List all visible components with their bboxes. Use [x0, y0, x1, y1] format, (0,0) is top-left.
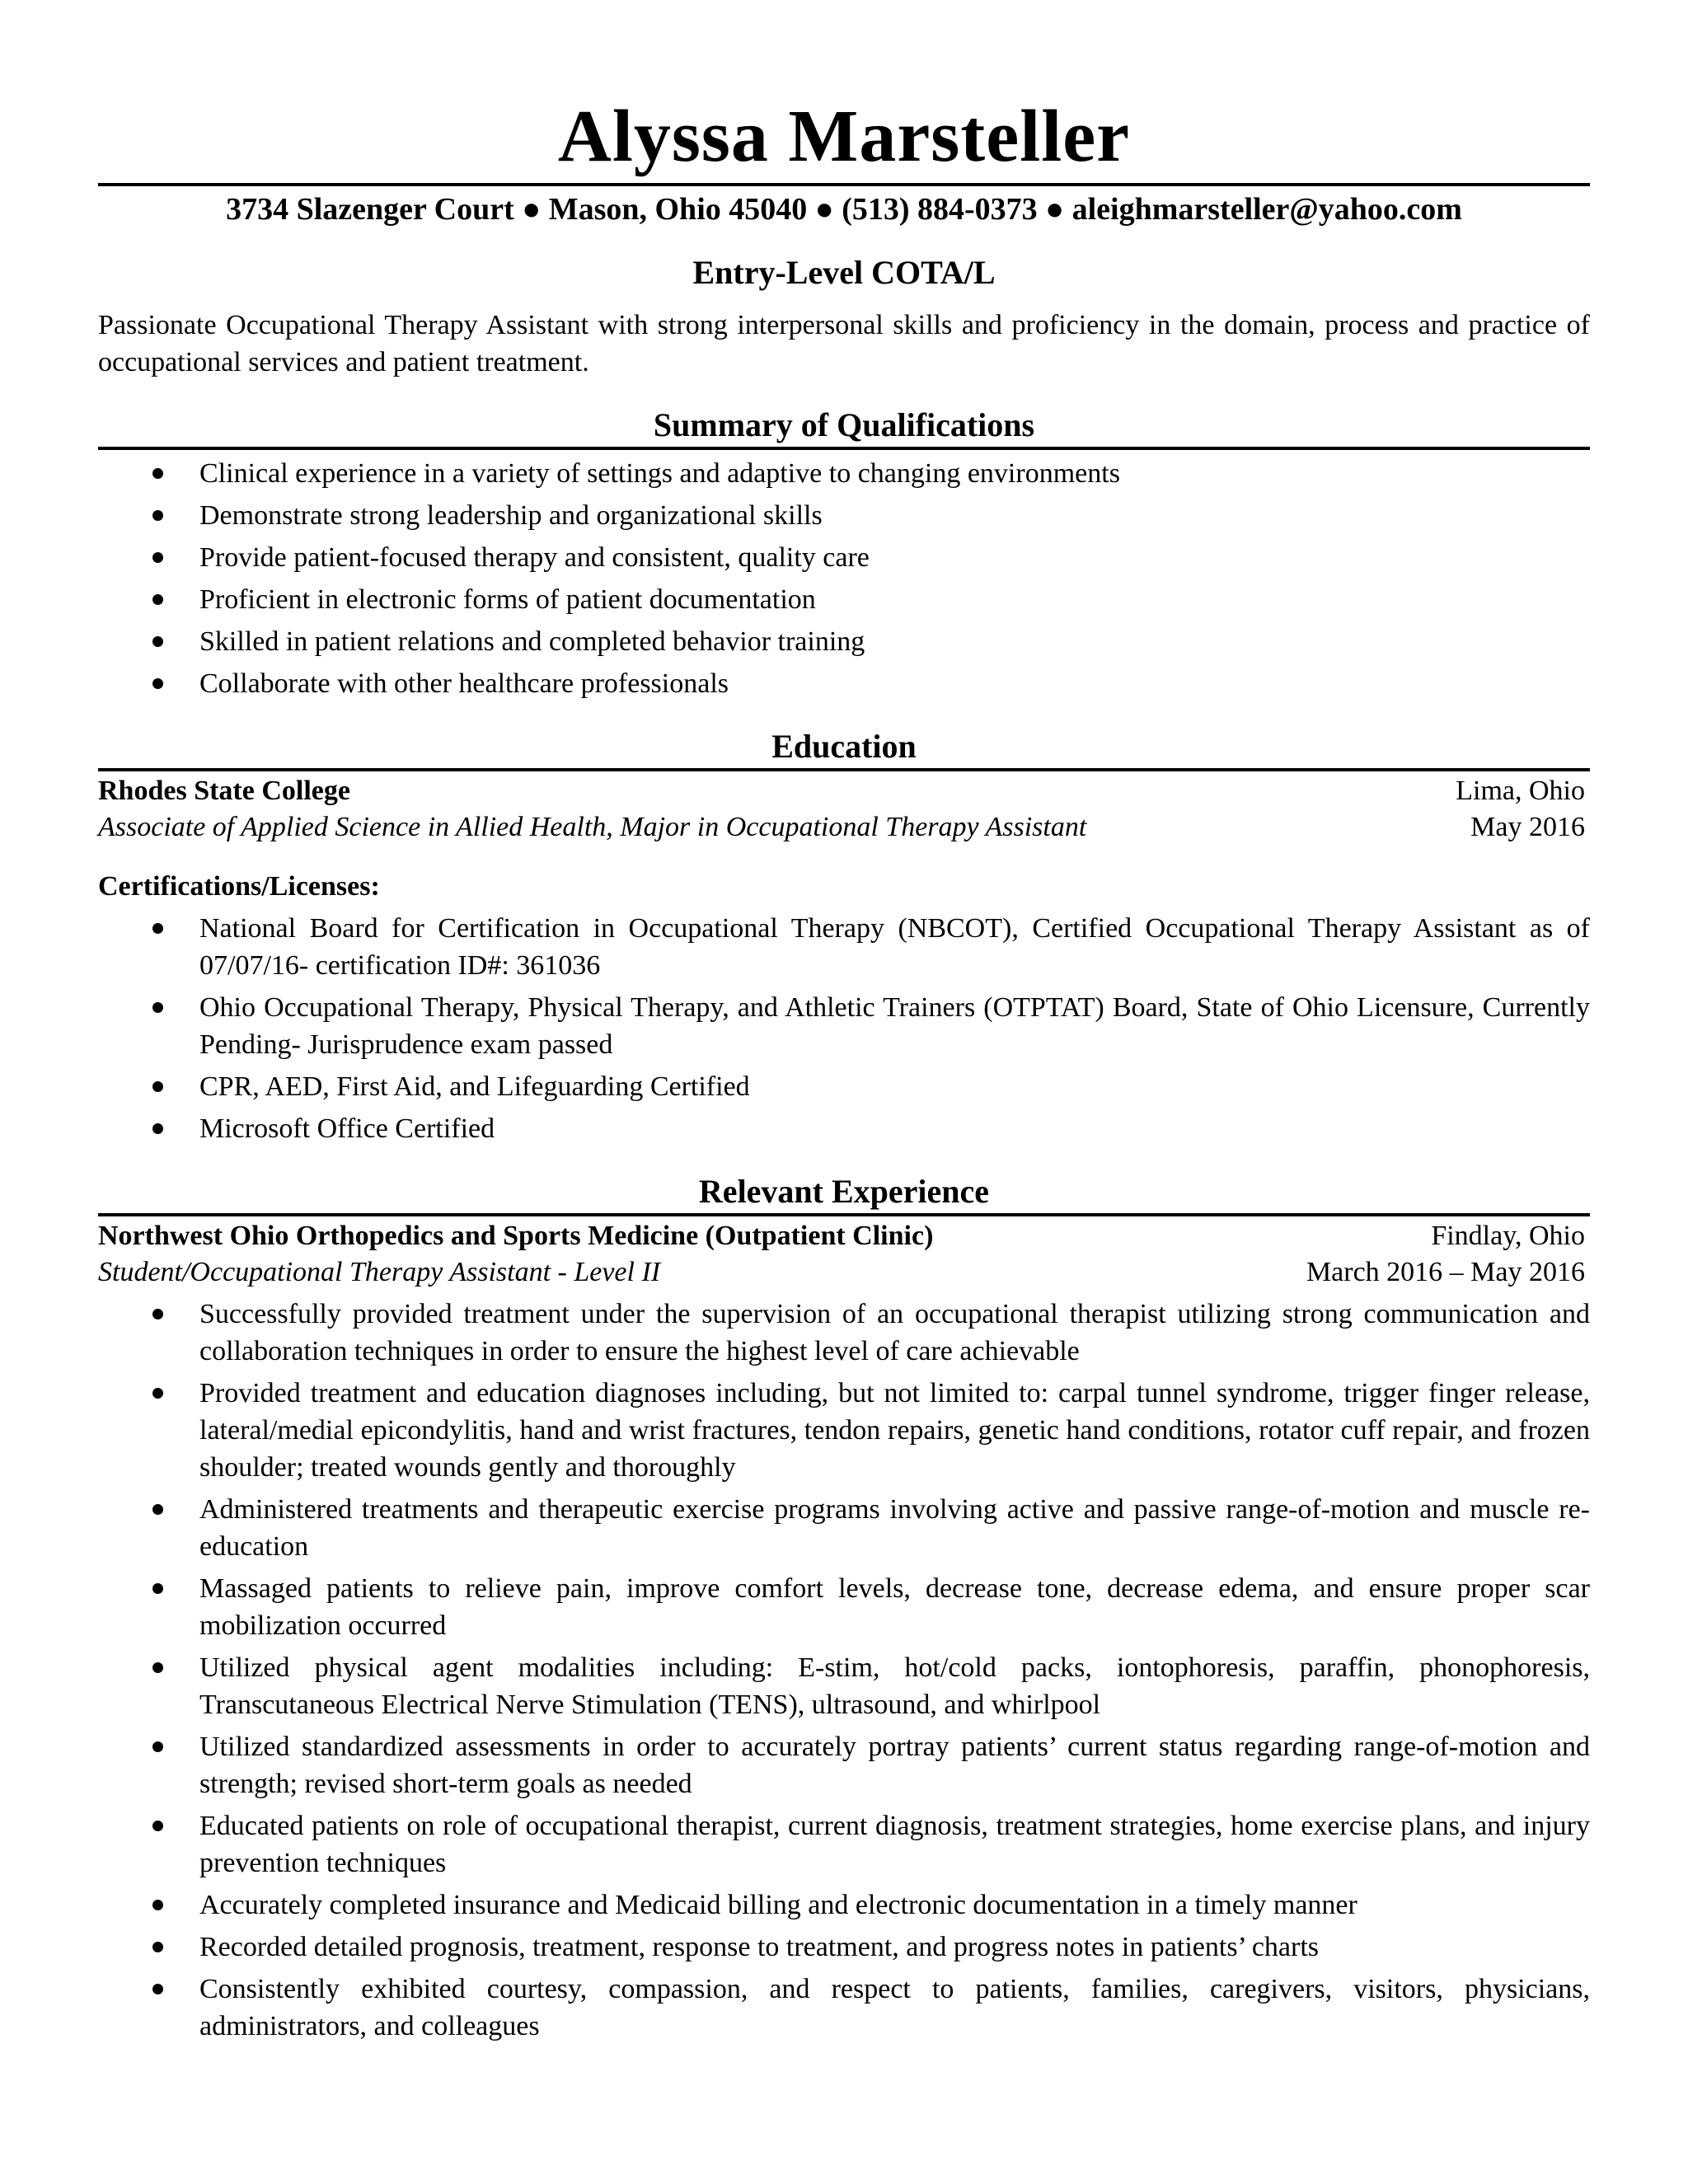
education-rule: [98, 768, 1590, 771]
experience-employer-row: [98, 1218, 1590, 1254]
bullet-icon: [152, 1002, 163, 1013]
bullet-icon: [152, 552, 163, 563]
bullet-icon: [152, 594, 163, 605]
list-item: Administered treatments and therapeutic exercise programs involving active and passive range-of-motion and muscle re-education: [98, 1491, 1590, 1565]
bullet-icon: [152, 1741, 163, 1752]
education-heading: Education: [771, 728, 917, 765]
list-item: Ohio Occupational Therapy, Physical Therapy, and Athletic Trainers (OTPTAT) Board, State of Ohio Licensure, Currently Pending- Jurisprudence exam passed: [98, 989, 1590, 1063]
list-item: Collaborate with other healthcare professionals: [98, 665, 1590, 702]
education-degree-row: [98, 809, 1590, 846]
bullet-icon: [152, 510, 163, 521]
list-item: Massaged patients to relieve pain, improve comfort levels, decrease tone, decrease edema, and ensure proper scar mobilization occurred: [98, 1570, 1590, 1644]
bullet-icon: [152, 1984, 163, 1994]
list-item: Consistently exhibited courtesy, compassion, and respect to patients, families, caregivers, visitors, physicians, administrators, and colleagues: [98, 1971, 1590, 2045]
list-item: Utilized standardized assessments in order to accurately portray patients’ current status regarding range-of-motion and strength; revised short-term goals as needed: [98, 1728, 1590, 1802]
experience-rule: [98, 1213, 1590, 1216]
contact-line: 3734 Slazenger Court ● Mason, Ohio 45040 ● (513) 884-0373 ● aleighmarsteller@yahoo.com: [226, 192, 1462, 227]
certifications-list: [98, 910, 1590, 1147]
bullet-icon: [152, 636, 163, 647]
header-rule: [98, 183, 1590, 186]
objective-title: Entry-Level COTA/L: [692, 254, 996, 291]
education-school-row: [98, 773, 1590, 809]
list-item: Clinical experience in a variety of settings and adaptive to changing environments: [98, 455, 1590, 492]
qualifications-rule: [98, 447, 1590, 450]
bullet-icon: [152, 1309, 163, 1319]
experience-list: [98, 1296, 1590, 2045]
list-item: Skilled in patient relations and completed behavior training: [98, 623, 1590, 660]
school-name: Rhodes State College: [98, 776, 350, 806]
bullet-icon: [152, 923, 163, 934]
list-item: National Board for Certification in Occupational Therapy (NBCOT), Certified Occupational Therapy Assistant as of 07/07/16- certification ID#: 361036: [98, 910, 1590, 984]
role-dates: March 2016 – May 2016: [1306, 1257, 1585, 1287]
experience-role-row: [98, 1254, 1590, 1291]
qualifications-list: [98, 455, 1590, 702]
list-item: Microsoft Office Certified: [98, 1110, 1590, 1147]
bullet-icon: [152, 468, 163, 479]
list-item: Provided treatment and education diagnoses including, but not limited to: carpal tunnel syndrome, trigger finger release, lateral/medial epicondylitis, hand and wrist fractures, tendon repairs, genetic hand conditions, rotator cuff repair, and frozen shoulder; treated wounds gently and thoroughly: [98, 1375, 1590, 1486]
bullet-icon: [152, 1900, 163, 1910]
qualifications-heading: Summary of Qualifications: [653, 406, 1035, 443]
degree-name: Associate of Applied Science in Allied Health, Major in Occupational Therapy Assistant: [98, 812, 1087, 842]
list-item: Provide patient-focused therapy and consistent, quality care: [98, 539, 1590, 576]
professional-summary: Passionate Occupational Therapy Assistant with strong interpersonal skills and proficiency in the domain, process and practice of occupational services and patient treatment.: [98, 310, 1590, 377]
list-item: Educated patients on role of occupational therapist, current diagnosis, treatment strategies, home exercise plans, and injury prevention techniques: [98, 1807, 1590, 1882]
candidate-name: Alyssa Marsteller: [557, 96, 1131, 177]
employer-name: Northwest Ohio Orthopedics and Sports Medicine (Outpatient Clinic): [98, 1221, 934, 1251]
list-item: CPR, AED, First Aid, and Lifeguarding Certified: [98, 1068, 1590, 1105]
bullet-icon: [152, 1504, 163, 1515]
role-title: Student/Occupational Therapy Assistant - Level II: [98, 1257, 661, 1287]
list-item: Accurately completed insurance and Medicaid billing and electronic documentation in a timely manner: [98, 1886, 1590, 1924]
bullet-icon: [152, 1123, 163, 1134]
certifications-heading: Certifications/Licenses:: [98, 871, 380, 902]
bullet-icon: [152, 678, 163, 689]
bullet-icon: [152, 1583, 163, 1594]
list-item: Utilized physical agent modalities including: E-stim, hot/cold packs, iontophoresis, paraffin, phonophoresis, Transcutaneous Electrical Nerve Stimulation (TENS), ultrasound, and whirlpool: [98, 1649, 1590, 1723]
bullet-icon: [152, 1388, 163, 1399]
experience-heading: Relevant Experience: [698, 1173, 990, 1210]
degree-date: May 2016: [1470, 812, 1585, 842]
bullet-icon: [152, 1942, 163, 1952]
list-item: Successfully provided treatment under the supervision of an occupational therapist utilizing strong communication and collaboration techniques in order to ensure the highest level of care achievable: [98, 1296, 1590, 1370]
school-location: Lima, Ohio: [1456, 776, 1585, 806]
bullet-icon: [152, 1662, 163, 1673]
list-item: Proficient in electronic forms of patient documentation: [98, 581, 1590, 618]
list-item: Recorded detailed prognosis, treatment, response to treatment, and progress notes in patients’ charts: [98, 1929, 1590, 1966]
employer-location: Findlay, Ohio: [1431, 1221, 1585, 1251]
bullet-icon: [152, 1821, 163, 1831]
bullet-icon: [152, 1081, 163, 1092]
list-item: Demonstrate strong leadership and organizational skills: [98, 497, 1590, 534]
